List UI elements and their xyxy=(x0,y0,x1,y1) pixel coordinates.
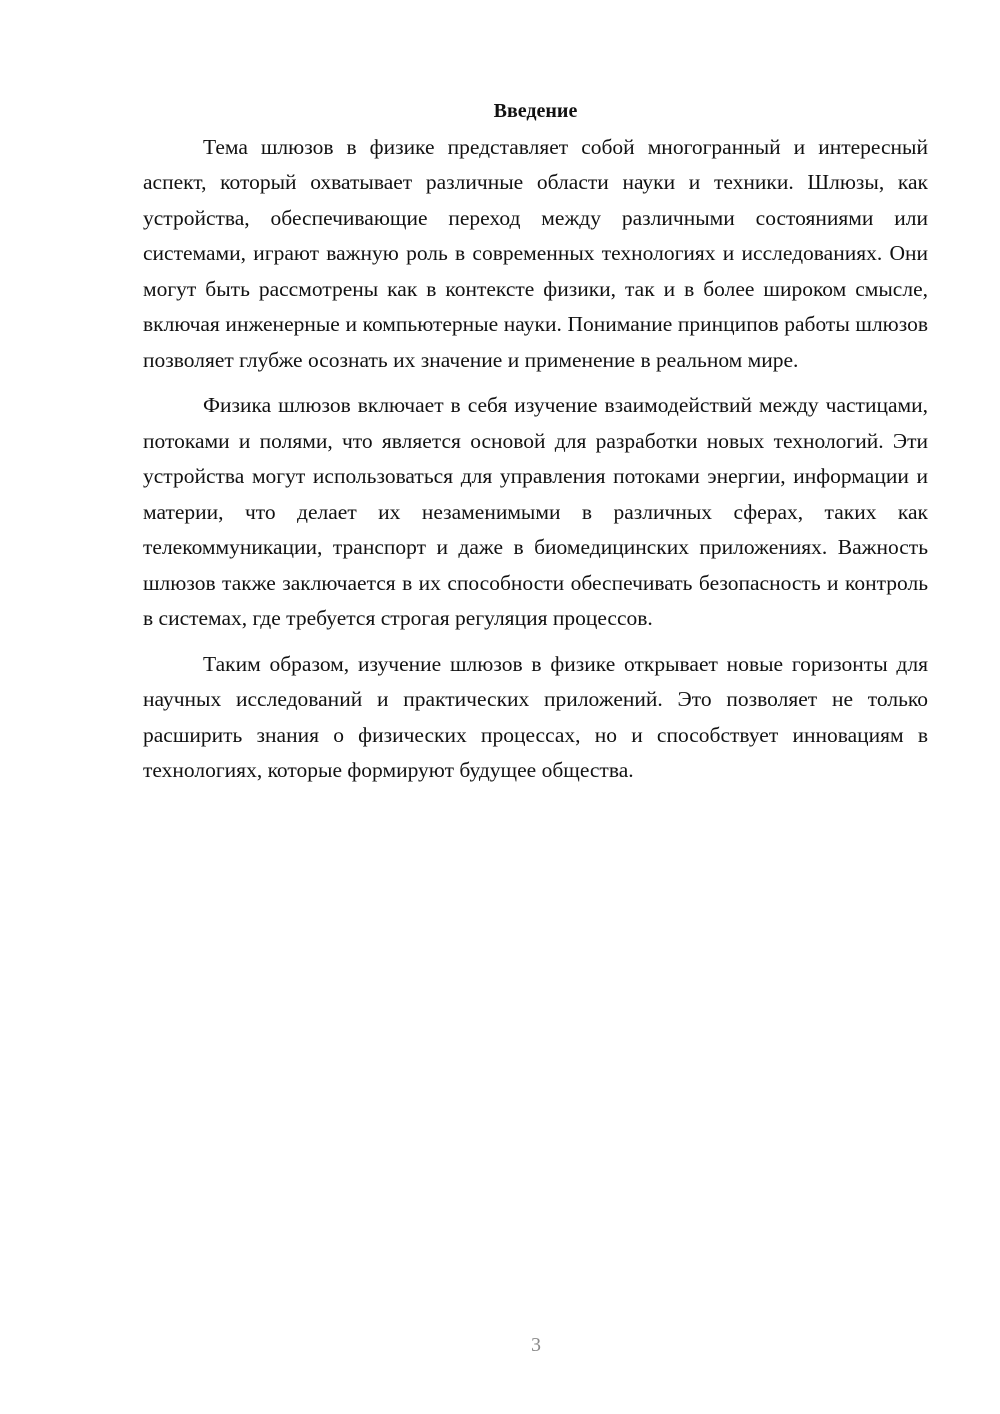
paragraph-1: Тема шлюзов в физике представляет собой многогранный и интересный аспект, который охватывает различные области науки и техники. Шлюзы, как устройства, обеспечивающие переход между различными состояниями или системами, играют важную роль в современных технологиях и исследованиях. Они могут быть рассмотрены как в контексте физики, так и в более широком смысле, включая инженерные и компьютерные науки. Понимание принципов работы шлюзов позволяет глубже осознать их значение и применение в реальном мире. xyxy=(143,134,928,372)
page-number: 3 xyxy=(531,1334,541,1356)
page-content xyxy=(143,94,928,789)
section-heading: Введение xyxy=(493,100,578,122)
paragraph-2: Физика шлюзов включает в себя изучение взаимодействий между частицами, потоками и полями, что является основой для разработки новых технологий. Эти устройства могут использоваться для управления потоками энергии, информации и материи, что делает их незаменимыми в различных сферах, таких как телекоммуникации, транспорт и даже в биомедицинских приложениях. Важность шлюзов также заключается в их способности обеспечивать безопасность и контроль в системах, где требуется строгая регуляция процессов. xyxy=(143,393,928,630)
paragraph-3: Таким образом, изучение шлюзов в физике открывает новые горизонты для научных исследований и практических приложений. Это позволяет не только расширить знания о физических процессах, но и способствует инновациям в технологиях, которые формируют будущее общества. xyxy=(143,651,928,782)
